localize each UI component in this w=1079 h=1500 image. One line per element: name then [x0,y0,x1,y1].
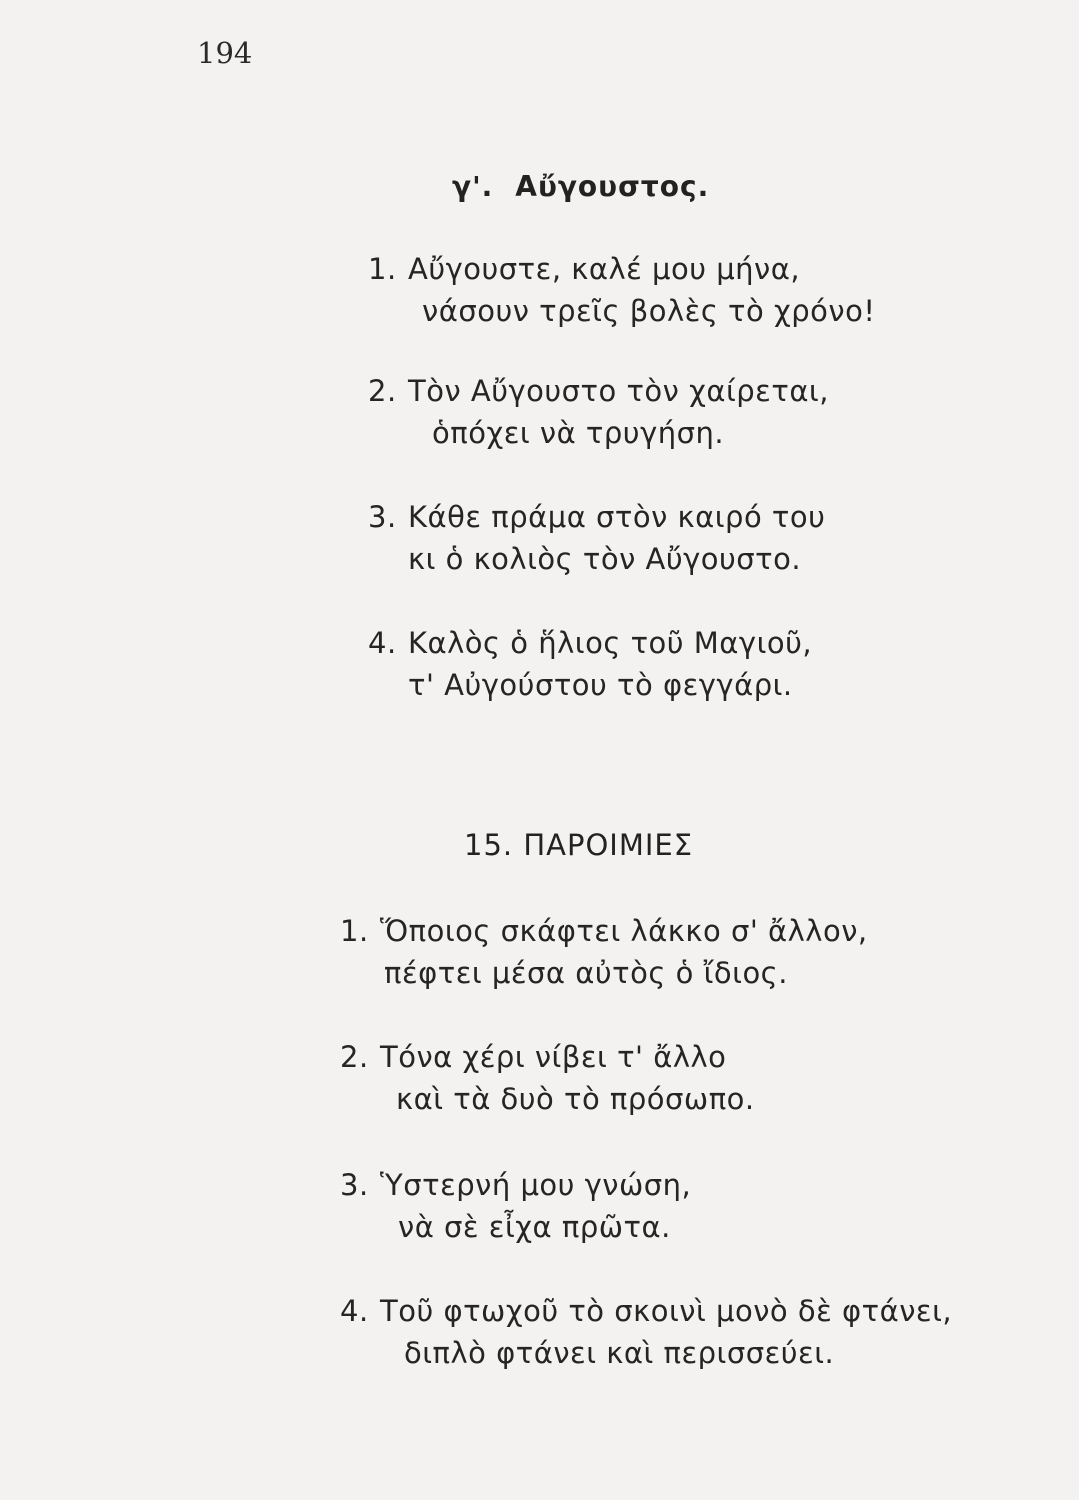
august-saying-4 [368,622,812,706]
august-saying-2 [368,370,829,454]
item-number: 1. [368,252,397,286]
item-line-2: πέφτει μέσα αὐτὸς ὁ ἴδιος. [384,956,788,990]
item-line-1: Ὅποιος σκάφτει λάκκο σ' ἄλλον, [380,914,868,948]
item-line-2: νὰ σὲ εἶχα πρῶτα. [398,1210,671,1244]
item-number: 3. [368,500,397,534]
item-line-2: κι ὁ κολιὸς τὸν Αὔγουστο. [408,542,802,576]
item-line-2: νάσουν τρεῖς βολὲς τὸ χρόνο! [422,294,876,328]
proverb-1 [340,910,868,994]
item-line-2: διπλὸ φτάνει καὶ περισσεύει. [404,1336,835,1370]
item-number: 2. [340,1040,369,1074]
item-line-1: Ὑστερνή μου γνώση, [380,1168,692,1202]
section-title [452,170,709,203]
item-line-2: τ' Αὐγούστου τὸ φεγγάρι. [408,668,793,702]
august-saying-1 [368,248,875,332]
proverbs-heading: 15. ΠΑΡΟΙΜΙΕΣ [464,828,694,862]
proverb-2 [340,1036,755,1120]
item-number: 1. [340,914,369,948]
item-line-2: καὶ τὰ δυὸ τὸ πρόσωπο. [396,1082,755,1116]
item-line-1: Τόνα χέρι νίβει τ' ἄλλο [380,1040,727,1074]
august-saying-3 [368,496,825,580]
page-number: 194 [197,36,253,70]
item-line-2: ὁπόχει νὰ τρυγήση. [432,416,725,450]
item-line-1: Τὸν Αὔγουστο τὸν χαίρεται, [408,374,829,408]
item-number: 4. [368,626,397,660]
section-mark: γ'. [452,170,494,203]
item-line-1: Τοῦ φτωχοῦ τὸ σκοινὶ μονὸ δὲ φτάνει, [380,1294,953,1328]
item-number: 2. [368,374,397,408]
item-line-1: Καλὸς ὁ ἥλιος τοῦ Μαγιοῦ, [408,626,813,660]
item-line-1: Αὔγουστε, καλέ μου μήνα, [408,252,801,286]
section-title-text: Αὔγουστος. [515,170,710,203]
proverb-3 [340,1164,691,1248]
item-number: 4. [340,1294,369,1328]
proverb-4 [340,1290,952,1374]
item-number: 3. [340,1168,369,1202]
item-line-1: Κάθε πράμα στὸν καιρό του [408,500,826,534]
